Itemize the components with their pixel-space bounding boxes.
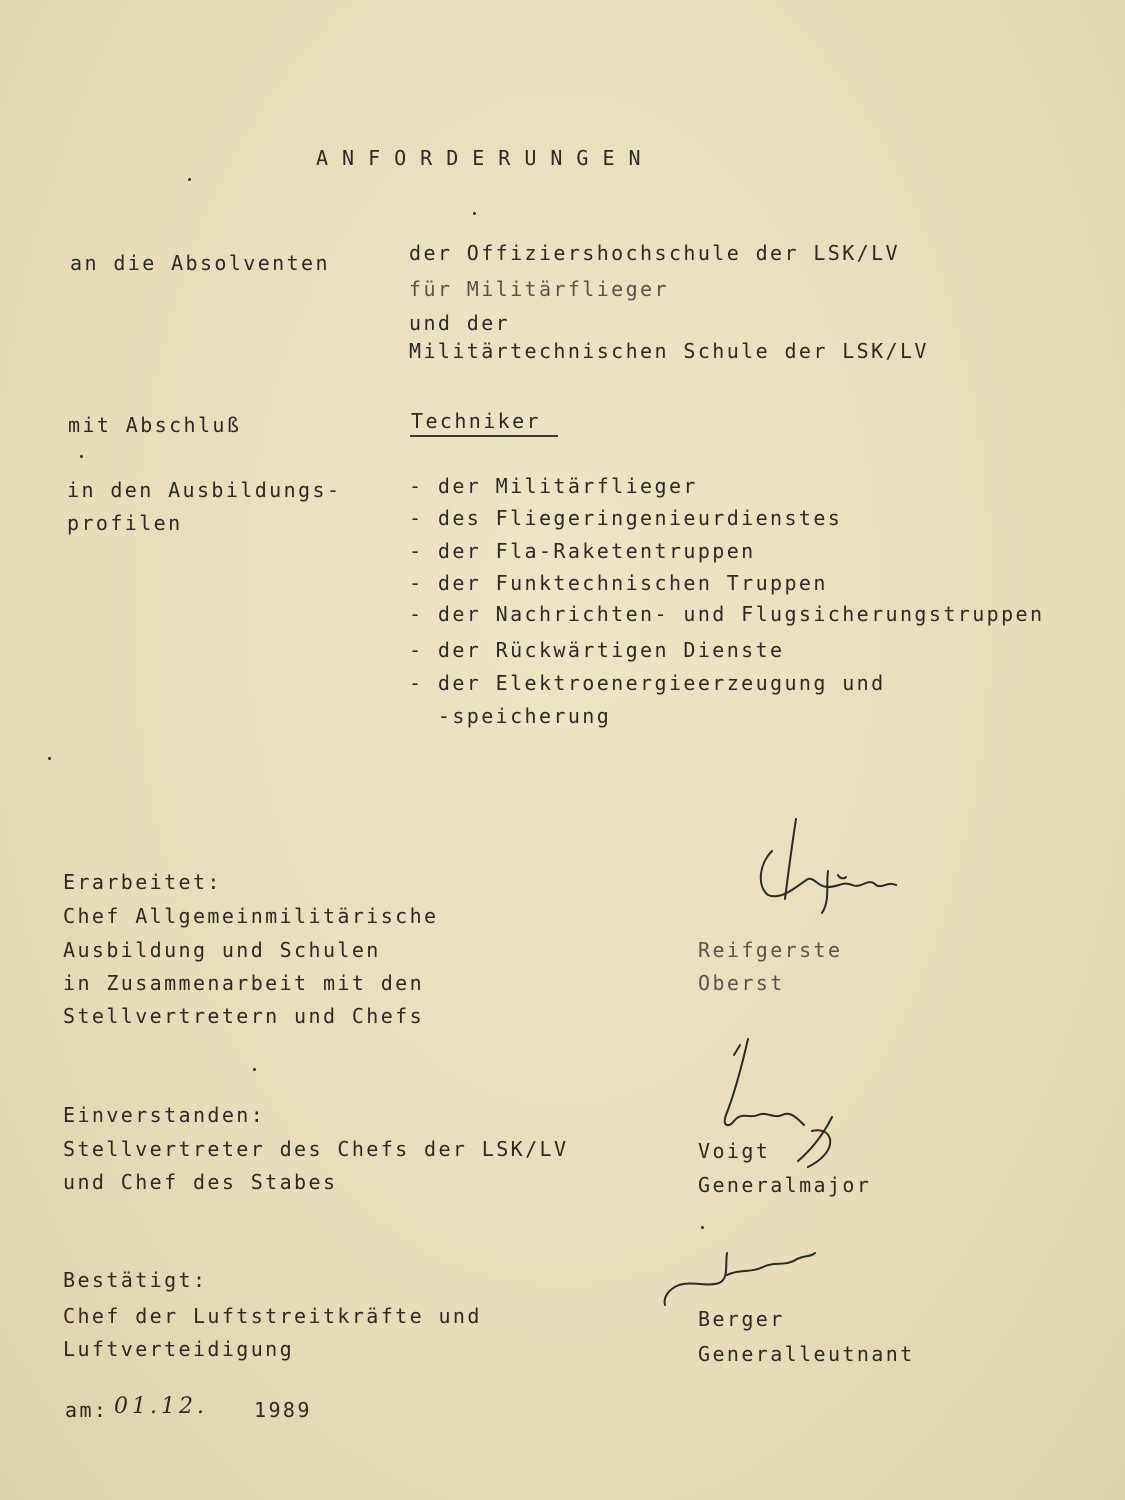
speck [253, 1068, 256, 1071]
speck [80, 455, 83, 458]
signature-reifgerste [752, 815, 912, 920]
profile-item-3: - der Fla-Raketentruppen [409, 539, 756, 563]
erarbeitet-line-1: Chef Allgemeinmilitärische [63, 904, 439, 928]
date-year: 1989 [254, 1398, 312, 1422]
profile-label-line-2: profilen [67, 511, 183, 535]
erarbeitet-rank: Oberst [698, 971, 785, 995]
profile-label-line-1: in den Ausbildungs- [67, 478, 342, 502]
header-line-4: Militärtechnischen Schule der LSK/LV [409, 339, 929, 363]
einverstanden-rank: Generalmajor [698, 1173, 872, 1197]
speck [701, 1226, 704, 1229]
document-title: ANFORDERUNGEN [316, 146, 655, 170]
speck [188, 178, 191, 181]
einverstanden-line-1: Stellvertreter des Chefs der LSK/LV [63, 1137, 569, 1161]
erarbeitet-heading: Erarbeitet: [63, 870, 222, 894]
abschluss-label: mit Abschluß [68, 413, 242, 437]
date-prefix: am: [65, 1398, 109, 1422]
profile-item-8: -speicherung [409, 704, 612, 728]
profile-item-2: - des Fliegeringenieurdienstes [409, 506, 843, 530]
bestaetigt-name: Berger [698, 1307, 785, 1331]
header-line-2: für Militärflieger [409, 277, 669, 301]
erarbeitet-line-4: Stellvertretern und Chefs [63, 1004, 425, 1028]
erarbeitet-line-3: in Zusammenarbeit mit den [63, 971, 425, 995]
erarbeitet-line-2: Ausbildung und Schulen [63, 938, 381, 962]
bestaetigt-line-2: Luftverteidigung [63, 1337, 295, 1361]
bestaetigt-rank: Generalleutnant [698, 1342, 915, 1366]
abschluss-value: Techniker [411, 409, 541, 433]
header-line-1: der Offiziershochschule der LSK/LV [409, 241, 900, 265]
bestaetigt-heading: Bestätigt: [63, 1268, 208, 1292]
abschluss-underline [410, 435, 558, 437]
speck [473, 212, 476, 215]
date-handwritten: 01.12. [114, 1394, 208, 1419]
bestaetigt-line-1: Chef der Luftstreitkräfte und [63, 1304, 482, 1328]
profile-item-5: - der Nachrichten- und Flugsicherungstruppen [409, 602, 1045, 626]
absolventen-label: an die Absolventen [70, 251, 330, 275]
einverstanden-heading: Einverstanden: [63, 1103, 266, 1127]
erarbeitet-name: Reifgerste [698, 938, 843, 962]
signature-voigt [712, 1035, 852, 1175]
signature-berger [655, 1245, 825, 1315]
einverstanden-name: Voigt [698, 1139, 771, 1163]
einverstanden-line-2: und Chef des Stabes [63, 1170, 338, 1194]
profile-item-6: - der Rückwärtigen Dienste [409, 638, 785, 662]
profile-item-7: - der Elektroenergieerzeugung und [409, 671, 886, 695]
speck [48, 757, 51, 760]
header-line-3: und der [409, 311, 511, 335]
profile-item-1: - der Militärflieger [409, 474, 698, 498]
profile-item-4: - der Funktechnischen Truppen [409, 571, 828, 595]
